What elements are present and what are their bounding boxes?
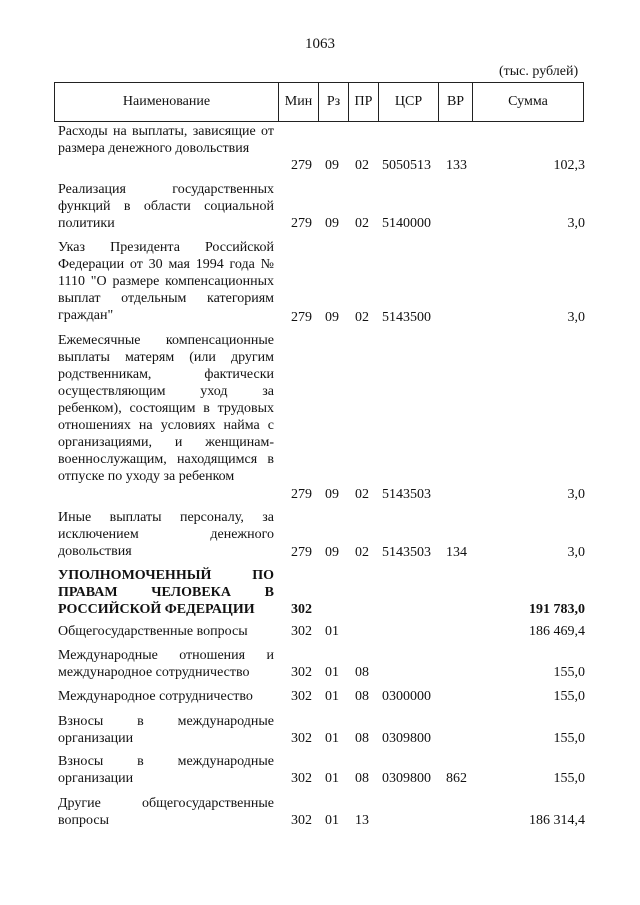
row-min: 279 bbox=[291, 310, 312, 325]
row-name: Другие общегосударственные вопросы bbox=[58, 796, 274, 828]
row-min: 302 bbox=[291, 602, 312, 617]
row-csr: 5140000 bbox=[382, 216, 431, 231]
row-sum: 3,0 bbox=[567, 310, 585, 325]
row-rz: 01 bbox=[325, 665, 339, 680]
row-sum: 155,0 bbox=[553, 665, 585, 680]
row-min: 279 bbox=[291, 158, 312, 173]
row-sum: 155,0 bbox=[553, 771, 585, 786]
column-header-name: Наименование bbox=[54, 83, 278, 121]
row-name: Общегосударственные вопросы bbox=[58, 624, 248, 639]
row-min: 302 bbox=[291, 771, 312, 786]
row-sum: 3,0 bbox=[567, 487, 585, 502]
row-min: 302 bbox=[291, 731, 312, 746]
row-min: 302 bbox=[291, 624, 312, 639]
row-rz: 09 bbox=[325, 310, 339, 325]
row-sum: 155,0 bbox=[553, 689, 585, 704]
row-pr: 08 bbox=[355, 731, 369, 746]
row-pr: 02 bbox=[355, 545, 369, 560]
row-name: Указ Президента Российской Федерации от 30 мая 1994 года № 1110 "О размере компенсационных выплат отдельным категориям граждан" bbox=[58, 240, 274, 323]
row-pr: 02 bbox=[355, 216, 369, 231]
row-pr: 02 bbox=[355, 487, 369, 502]
row-csr: 5050513 bbox=[382, 158, 431, 173]
row-rz: 01 bbox=[325, 771, 339, 786]
row-name: Иные выплаты персоналу, за исключением денежного довольствия bbox=[58, 510, 274, 559]
row-sum: 3,0 bbox=[567, 545, 585, 560]
row-pr: 13 bbox=[355, 813, 369, 828]
row-min: 279 bbox=[291, 216, 312, 231]
row-vr: 134 bbox=[446, 545, 467, 560]
row-name: Ежемесячные компенсационные выплаты матерям (или другим родственникам, фактически осуществляющим уход за ребенком), состоящим в трудовых отношениях на условиях найма с организациями, и женщинам-военнослужащим, находящимся в отпуске по уходу за ребенком bbox=[58, 333, 274, 484]
row-vr: 133 bbox=[446, 158, 467, 173]
row-sum: 186 314,4 bbox=[529, 813, 585, 828]
row-pr: 08 bbox=[355, 771, 369, 786]
row-pr: 02 bbox=[355, 310, 369, 325]
section-title: УПОЛНОМОЧЕННЫЙ ПО ПРАВАМ ЧЕЛОВЕКА В РОССИЙСКОЙ ФЕДЕРАЦИИ bbox=[58, 568, 274, 617]
row-sum: 191 783,0 bbox=[529, 602, 585, 617]
row-csr: 5143503 bbox=[382, 545, 431, 560]
row-name: Взносы в международные организации bbox=[58, 714, 274, 746]
row-name: Взносы в международные организации bbox=[58, 754, 274, 786]
row-min: 279 bbox=[291, 487, 312, 502]
units-label: (тыс. рублей) bbox=[499, 64, 579, 79]
column-header-sum: Сумма bbox=[472, 83, 584, 121]
row-name: Международное сотрудничество bbox=[58, 689, 253, 704]
row-min: 302 bbox=[291, 665, 312, 680]
row-csr: 5143500 bbox=[382, 310, 431, 325]
row-sum: 186 469,4 bbox=[529, 624, 585, 639]
row-min: 302 bbox=[291, 689, 312, 704]
column-header-vr: ВР bbox=[438, 83, 472, 121]
row-rz: 09 bbox=[325, 487, 339, 502]
row-pr: 08 bbox=[355, 689, 369, 704]
row-name: Реализация государственных функций в области социальной политики bbox=[58, 182, 274, 231]
row-csr: 0309800 bbox=[382, 731, 431, 746]
row-sum: 155,0 bbox=[553, 731, 585, 746]
column-header-min: Мин bbox=[278, 83, 318, 121]
row-rz: 09 bbox=[325, 158, 339, 173]
row-sum: 102,3 bbox=[553, 158, 585, 173]
page-number: 1063 bbox=[305, 36, 335, 52]
row-sum: 3,0 bbox=[567, 216, 585, 231]
row-rz: 01 bbox=[325, 624, 339, 639]
row-rz: 01 bbox=[325, 813, 339, 828]
row-rz: 09 bbox=[325, 545, 339, 560]
row-csr: 0309800 bbox=[382, 771, 431, 786]
row-csr: 5143503 bbox=[382, 487, 431, 502]
column-header-csr: ЦСР bbox=[378, 83, 438, 121]
row-name: Международные отношения и международное сотрудничество bbox=[58, 648, 274, 680]
row-rz: 09 bbox=[325, 216, 339, 231]
row-min: 279 bbox=[291, 545, 312, 560]
row-csr: 0300000 bbox=[382, 689, 431, 704]
row-vr: 862 bbox=[446, 771, 467, 786]
column-header-pr: ПР bbox=[348, 83, 378, 121]
row-rz: 01 bbox=[325, 689, 339, 704]
row-rz: 01 bbox=[325, 731, 339, 746]
table-header bbox=[54, 82, 584, 122]
column-header-rz: Рз bbox=[318, 83, 348, 121]
row-min: 302 bbox=[291, 813, 312, 828]
row-name: Расходы на выплаты, зависящие от размера денежного довольствия bbox=[58, 124, 274, 156]
row-pr: 08 bbox=[355, 665, 369, 680]
row-pr: 02 bbox=[355, 158, 369, 173]
